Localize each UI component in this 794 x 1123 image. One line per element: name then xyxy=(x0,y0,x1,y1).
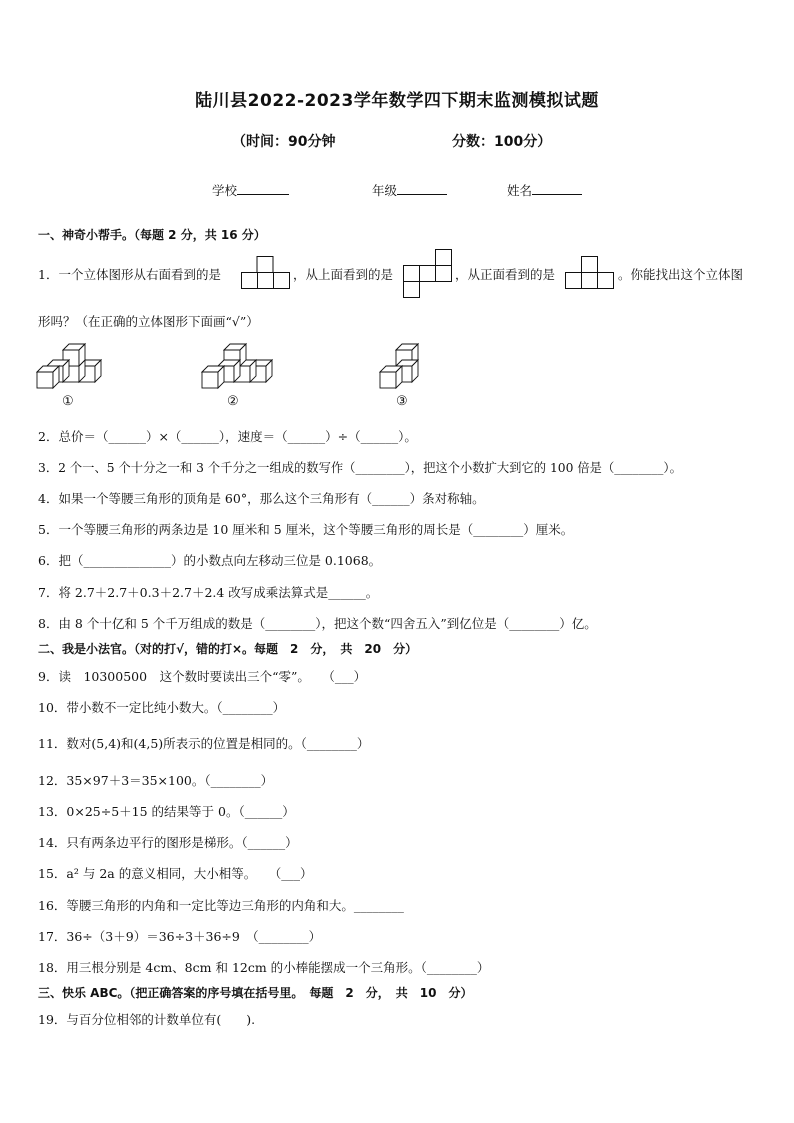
solid-figure-2 xyxy=(202,340,282,390)
question-8: 8．由 8 个十亿和 5 个千万组成的数是（________），把这个数“四舍五入”到亿位是（________）亿。 xyxy=(38,616,597,631)
q1-part2: ，从上面看到的是 xyxy=(293,267,394,282)
top-view-icon xyxy=(403,249,455,299)
question-15: 15．a² 与 2a 的意义相同，大小相等。 （___） xyxy=(38,866,313,881)
question-2: 2．总价＝（______）×（______），速度＝（______）÷（______）。 xyxy=(38,429,417,444)
school-label: 学校 xyxy=(212,183,238,198)
section-3-heading: 三、快乐 ABC。（把正确答案的序号填在括号里。 每题 2 分， 共 10 分） xyxy=(38,986,473,1000)
grade-blank[interactable] xyxy=(397,182,447,195)
question-3: 3．2 个一、5 个十分之一和 3 个千分之一组成的数写作（________），把这个小数扩大到它的 100 倍是（________）。 xyxy=(38,461,682,475)
question-6: 6．把（______________）的小数点向左移动三位是 0.1068。 xyxy=(38,553,382,568)
front-view-icon xyxy=(565,256,617,290)
school-blank[interactable] xyxy=(237,182,289,195)
grade-label: 年级 xyxy=(372,183,398,198)
exam-score: 分数：100分） xyxy=(452,134,552,150)
question-19: 19．与百分位相邻的计数单位有( ). xyxy=(38,1012,256,1027)
solid-figure-1 xyxy=(37,340,107,390)
option-2-label[interactable]: ② xyxy=(227,394,239,409)
section-1-heading: 一、神奇小帮手。（每题 2 分，共 16 分） xyxy=(38,228,266,242)
name-label: 姓名 xyxy=(507,183,533,198)
question-5: 5．一个等腰三角形的两条边是 10 厘米和 5 厘米，这个等腰三角形的周长是（________）厘米。 xyxy=(38,522,574,537)
question-9: 9．读 10300500 这个数时要读出三个“零”。 （___） xyxy=(38,669,367,684)
question-12: 12．35×97＋3＝35×100。（________） xyxy=(38,773,274,788)
question-14: 14．只有两条边平行的图形是梯形。（______） xyxy=(38,835,298,850)
exam-time: （时间：90分钟 xyxy=(232,134,336,150)
q1-part3: ，从正面看到的是 xyxy=(455,267,556,282)
right-view-icon xyxy=(241,256,293,290)
question-10: 10．带小数不一定比纯小数大。（________） xyxy=(38,700,286,715)
q1-part4: 。你能找出这个立体图 xyxy=(618,267,744,282)
question-4: 4．如果一个等腰三角形的顶角是 60°，那么这个三角形有（______）条对称轴。 xyxy=(38,491,485,506)
question-17: 17．36÷（3＋9）＝36÷3＋36÷9 （________） xyxy=(38,929,322,944)
question-11: 11．数对(5,4)和(4,5)所表示的位置是相同的。（________） xyxy=(38,736,370,751)
option-1-label[interactable]: ① xyxy=(62,394,74,409)
question-7: 7．将 2.7＋2.7＋0.3＋2.7＋2.4 改写成乘法算式是______。 xyxy=(38,585,379,600)
solid-figure-3 xyxy=(380,344,430,390)
section-2-heading: 二、我是小法官。（对的打√，错的打×。每题 2 分， 共 20 分） xyxy=(38,642,418,656)
q1-part1: 1．一个立体图形从右面看到的是 xyxy=(38,267,221,282)
question-18: 18．用三根分别是 4cm、8cm 和 12cm 的小棒能摆成一个三角形。（________） xyxy=(38,960,490,975)
name-blank[interactable] xyxy=(532,182,582,195)
question-13: 13．0×25÷5＋15 的结果等于 0。（______） xyxy=(38,804,295,819)
page-title: 陆川县2022-2023学年数学四下期末监测模拟试题 xyxy=(195,91,599,111)
question-16: 16．等腰三角形的内角和一定比等边三角形的内角和大。________ xyxy=(38,898,404,913)
q1-line2: 形吗？（在正确的立体图形下面画“√”） xyxy=(38,314,259,329)
grade-field[interactable] xyxy=(372,181,447,199)
name-field[interactable] xyxy=(507,181,582,199)
option-3-label[interactable]: ③ xyxy=(396,394,408,409)
school-field[interactable] xyxy=(212,181,289,199)
